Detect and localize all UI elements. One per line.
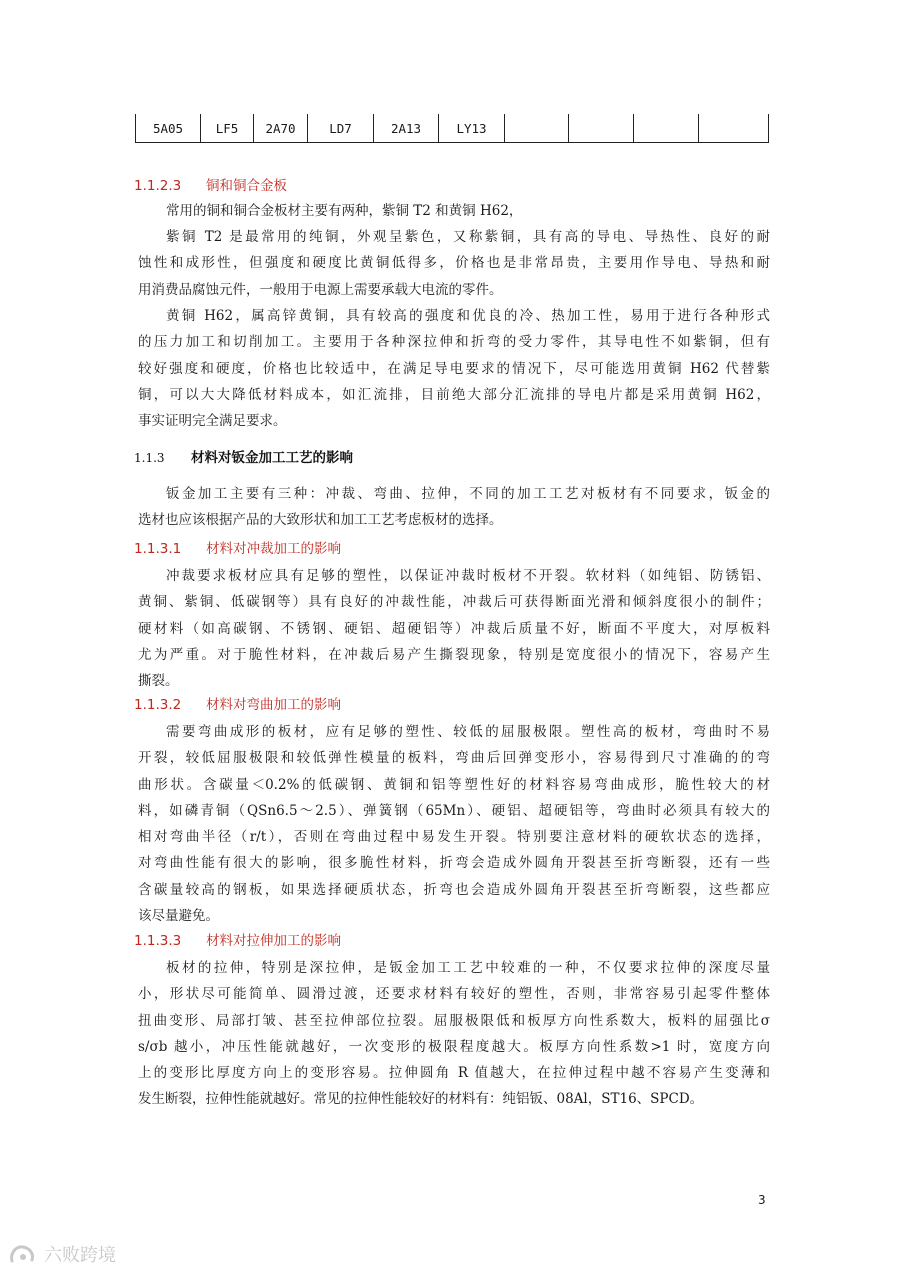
table-cell: LD7 bbox=[308, 114, 374, 143]
page-number: 3 bbox=[758, 1193, 766, 1207]
table-cell: 5A05 bbox=[136, 114, 201, 143]
text-line: 该尽量避免。 bbox=[138, 908, 219, 925]
paragraph bbox=[138, 563, 770, 694]
watermark-text: 六败跨境 bbox=[44, 1245, 116, 1266]
text-line: 钣金加工主要有三种：冲裁、弯曲、拉伸，不同的加工工艺对板材有不同要求，钣金的 bbox=[166, 486, 770, 502]
text-line: 硬材料（如高碳钢、不锈钢、硬铝、超硬铝等）冲裁后质量不好，断面不平度大，对厚板料 bbox=[138, 620, 770, 637]
text-line: 尤为严重。对于脆性材料，在冲裁后易产生撕裂现象，特别是宽度很小的情况下，容易产生 bbox=[138, 646, 770, 663]
text-line: 相对弯曲半径（r/t），否则在弯曲过程中易发生开裂。特别要注意材料的硬软状态的选择， bbox=[138, 829, 770, 846]
paragraph bbox=[138, 955, 770, 1113]
text-line: 板材的拉伸，特别是深拉伸，是钣金加工工艺中较难的一种，不仅要求拉伸的深度尽量 bbox=[166, 960, 770, 976]
table-cell: LF5 bbox=[201, 114, 254, 143]
text-line: 常用的铜和铜合金板材主要有两种，紫铜 T2 和黄铜 H62， bbox=[166, 203, 523, 219]
text-line: 需要弯曲成形的板材，应有足够的塑性、较低的屈服极限。塑性高的板材，弯曲时不易 bbox=[166, 724, 770, 740]
text-line: 开裂，较低屈服极限和较低弹性模量的板料，弯曲后回弹变形小，容易得到尺寸准确的的弯 bbox=[138, 750, 770, 767]
watermark bbox=[8, 1241, 116, 1267]
text-line: 对弯曲性能有很大的影响，很多脆性材料，折弯会造成外圆角开裂甚至折弯断裂，还有一些 bbox=[138, 855, 770, 872]
paragraph bbox=[138, 303, 770, 434]
text-line: 选材也应该根据产品的大致形状和加工工艺考虑板材的选择。 bbox=[138, 512, 503, 529]
section-number: 1.1.3.3 bbox=[134, 933, 182, 949]
table-row bbox=[136, 114, 769, 143]
table-cell bbox=[505, 114, 569, 143]
text-line: 铜，可以大大降低材料成本，如汇流排，目前绝大部分汇流排的导电片都是采用黄铜 H62， bbox=[138, 386, 770, 403]
text-line: 曲形状。含碳量＜0.2%的低碳钢、黄铜和铝等塑性好的材料容易弯曲成形，脆性较大的材 bbox=[138, 776, 770, 793]
text-line: 的压力加工和切削加工。主要用于各种深拉伸和折弯的受力零件，其导电性不如紫铜，但有 bbox=[138, 334, 770, 351]
text-line: 含碳量较高的钢板，如果选择硬质状态，折弯也会造成外圆角开裂甚至折弯断裂，这些都应 bbox=[138, 881, 770, 898]
section-number: 1.1.3 bbox=[134, 451, 165, 465]
section-number: 1.1.3.1 bbox=[134, 541, 182, 557]
text-line: 黄铜、紫铜、低碳钢等）具有良好的冲裁性能，冲裁后可获得断面光滑和倾斜度很小的制件； bbox=[138, 594, 770, 611]
paragraph bbox=[138, 198, 770, 224]
text-line: 黄铜 H62，属高锌黄铜，具有较高的强度和优良的冷、热加工性，易用于进行各种形式 bbox=[166, 308, 770, 324]
text-line: 蚀性和成形性，但强度和硬度比黄铜低得多，价格也是非常昂贵，主要用作导电、导热和耐 bbox=[138, 255, 770, 272]
paragraph bbox=[138, 719, 770, 929]
paragraph bbox=[138, 224, 770, 303]
section-title: 材料对冲裁加工的影响 bbox=[206, 541, 341, 557]
section-title: 铜和铜合金板 bbox=[206, 178, 287, 194]
text-line: 用消费品腐蚀元件，一般用于电源上需要承载大电流的零件。 bbox=[138, 281, 503, 298]
table-cell: 2A70 bbox=[254, 114, 308, 143]
text-line: 事实证明完全满足要求。 bbox=[138, 413, 287, 430]
text-line: 料，如磷青铜（QSn6.5～2.5）、弹簧钢（65Mn）、硬铝、超硬铝等，弯曲时必须具有较大的 bbox=[138, 802, 770, 819]
table-cell: LY13 bbox=[439, 114, 505, 143]
text-line: 较好强度和硬度，价格也比较适中，在满足导电要求的情况下，尽可能选用黄铜 H62 代替紫 bbox=[138, 360, 770, 377]
text-line: 发生断裂，拉伸性能就越好。常见的拉伸性能较好的材料有：纯铝钣、08Al，ST16、SPCD。 bbox=[138, 1091, 704, 1108]
section-heading bbox=[134, 446, 353, 466]
text-line: 小，形状尽可能简单、圆滑过渡，还要求材料有较好的塑性，否则，非常容易引起零件整体 bbox=[138, 986, 770, 1003]
section-heading bbox=[134, 929, 341, 949]
text-line: s/σb 越小，冲压性能就越好，一次变形的极限程度越大。板厚方向性系数>1 时，宽度方向 bbox=[138, 1038, 770, 1055]
table-cell: 2A13 bbox=[374, 114, 439, 143]
section-number: 1.1.2.3 bbox=[134, 178, 182, 194]
text-line: 扭曲变形、局部打皱、甚至拉伸部位拉裂。屈服极限低和板厚方向性系数大，板料的屈强比σ bbox=[138, 1012, 770, 1029]
section-title: 材料对弯曲加工的影响 bbox=[206, 697, 341, 713]
table-cell bbox=[569, 114, 634, 143]
section-title: 材料对拉伸加工的影响 bbox=[206, 933, 341, 949]
watermark-logo-icon bbox=[8, 1243, 38, 1265]
text-line: 上的变形比厚度方向上的变形容易。拉伸圆角 R 值越大，在拉伸过程中越不容易产生变薄和 bbox=[138, 1065, 770, 1082]
table-cell bbox=[699, 114, 769, 143]
material-table-fragment bbox=[135, 114, 769, 143]
section-heading bbox=[134, 174, 287, 194]
section-heading bbox=[134, 537, 341, 557]
text-line: 冲裁要求板材应具有足够的塑性，以保证冲裁时板材不开裂。软材料（如纯铝、防锈铝、 bbox=[166, 568, 770, 584]
text-line: 撕裂。 bbox=[138, 673, 179, 690]
text-line: 紫铜 T2 是最常用的纯铜，外观呈紫色，又称紫铜，具有高的导电、导热性、良好的耐 bbox=[166, 229, 770, 245]
section-number: 1.1.3.2 bbox=[134, 697, 182, 713]
section-heading bbox=[134, 693, 341, 713]
section-title: 材料对钣金加工工艺的影响 bbox=[191, 450, 353, 466]
paragraph bbox=[138, 481, 770, 534]
table-cell bbox=[634, 114, 699, 143]
